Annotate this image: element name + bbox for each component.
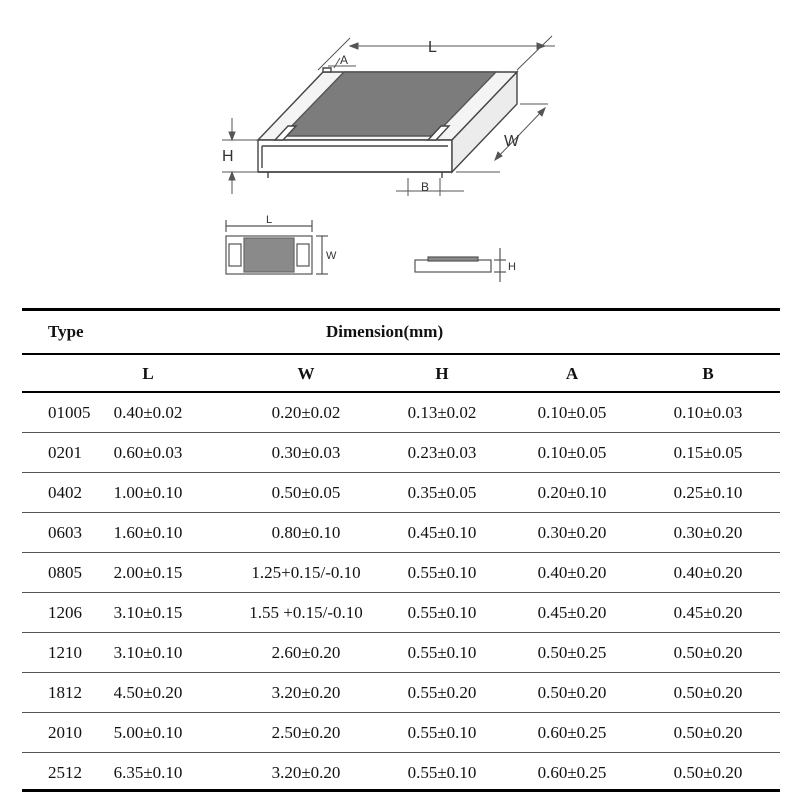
- dimension-group-header: Dimension(mm): [326, 322, 444, 341]
- type-cell: 0805: [48, 563, 82, 582]
- table-bottom-rule: [22, 789, 780, 792]
- type-cell: 2010: [48, 723, 82, 742]
- dim-W-cell: 0.50±0.05: [271, 483, 341, 502]
- dim-W-cell: 3.20±0.20: [271, 683, 341, 702]
- col-A-header: A: [565, 364, 579, 383]
- dimension-B: [396, 178, 464, 196]
- type-cell: 0201: [48, 443, 82, 462]
- dim-H-cell: 0.35±0.05: [407, 483, 477, 502]
- label-small-L: L: [266, 214, 273, 226]
- dim-L-cell: 2.00±0.15: [113, 563, 183, 582]
- type-cell: 01005: [48, 403, 91, 422]
- dim-A-cell: 0.20±0.10: [537, 483, 607, 502]
- table-row: [22, 433, 780, 473]
- type-cell: 1210: [48, 643, 82, 662]
- dim-A-cell: 0.60±0.25: [537, 763, 607, 782]
- dim-B-cell: 0.45±0.20: [673, 603, 743, 622]
- col-H-header: H: [435, 364, 449, 383]
- type-cell: 0603: [48, 523, 82, 542]
- label-small-W: W: [326, 250, 337, 262]
- dim-L-cell: 4.50±0.20: [113, 683, 183, 702]
- dim-A-cell: 0.50±0.20: [537, 683, 607, 702]
- dim-H-cell: 0.55±0.10: [407, 603, 477, 622]
- type-cell: 1812: [48, 683, 82, 702]
- label-side-H: H: [508, 261, 516, 273]
- dim-B-cell: 0.10±0.03: [673, 403, 743, 422]
- dim-W-cell: 2.50±0.20: [271, 723, 341, 742]
- table-top-rule: [22, 308, 780, 311]
- dim-L-cell: 3.10±0.15: [113, 603, 183, 622]
- label-H: H: [222, 148, 234, 165]
- col-L-header: L: [142, 364, 154, 383]
- dim-H-cell: 0.45±0.10: [407, 523, 477, 542]
- dim-W-cell: 0.80±0.10: [271, 523, 341, 542]
- table-row: [22, 753, 780, 793]
- label-B: B: [421, 180, 430, 194]
- dim-B-cell: 0.50±0.20: [673, 763, 743, 782]
- dim-H-cell: 0.55±0.10: [407, 563, 477, 582]
- col-W-header: W: [297, 364, 315, 383]
- dim-B-cell: 0.50±0.20: [673, 643, 743, 662]
- dim-W-cell: 1.25+0.15/-0.10: [251, 563, 361, 582]
- dim-L-cell: 3.10±0.10: [113, 643, 183, 662]
- dim-A-cell: 0.45±0.20: [537, 603, 607, 622]
- dim-B-cell: 0.15±0.05: [673, 443, 743, 462]
- dim-H-cell: 0.13±0.02: [407, 403, 477, 422]
- dim-B-cell: 0.40±0.20: [673, 563, 743, 582]
- dim-A-cell: 0.50±0.25: [537, 643, 607, 662]
- dim-A-cell: 0.10±0.05: [537, 443, 607, 462]
- table-row: [22, 513, 780, 553]
- label-L: L: [428, 39, 437, 56]
- dim-L-cell: 5.00±0.10: [113, 723, 183, 742]
- label-A: A: [340, 53, 349, 67]
- table-header-rule: [22, 353, 780, 355]
- table-row: [22, 633, 780, 673]
- table-row: [22, 473, 780, 513]
- dim-L-cell: 0.60±0.03: [113, 443, 183, 462]
- dim-L-cell: 6.35±0.10: [113, 763, 183, 782]
- dim-H-cell: 0.55±0.10: [407, 763, 477, 782]
- dim-W-cell: 0.30±0.03: [271, 443, 341, 462]
- label-W: W: [504, 133, 520, 150]
- dim-A-cell: 0.30±0.20: [537, 523, 607, 542]
- resistor-drawing-svg: [0, 0, 800, 300]
- table-row: [22, 593, 780, 633]
- dim-H-cell: 0.55±0.20: [407, 683, 477, 702]
- table-row: [22, 393, 780, 433]
- dim-B-cell: 0.30±0.20: [673, 523, 743, 542]
- type-cell: 2512: [48, 763, 82, 782]
- isometric-resistor-body: [258, 68, 517, 178]
- dim-L-cell: 1.00±0.10: [113, 483, 183, 502]
- top-view-resistor: [226, 220, 328, 274]
- dim-L-cell: 1.60±0.10: [113, 523, 183, 542]
- dim-W-cell: 0.20±0.02: [271, 403, 341, 422]
- table-row: [22, 553, 780, 593]
- dim-L-cell: 0.40±0.02: [113, 403, 183, 422]
- dim-B-cell: 0.50±0.20: [673, 723, 743, 742]
- table-row: [22, 673, 780, 713]
- type-header: Type: [48, 322, 84, 341]
- dim-A-cell: 0.60±0.25: [537, 723, 607, 742]
- dim-H-cell: 0.23±0.03: [407, 443, 477, 462]
- dim-A-cell: 0.40±0.20: [537, 563, 607, 582]
- dim-H-cell: 0.55±0.10: [407, 723, 477, 742]
- dim-A-cell: 0.10±0.05: [537, 403, 607, 422]
- dim-B-cell: 0.25±0.10: [673, 483, 743, 502]
- type-cell: 1206: [48, 603, 82, 622]
- dim-B-cell: 0.50±0.20: [673, 683, 743, 702]
- dim-W-cell: 3.20±0.20: [271, 763, 341, 782]
- col-B-header: B: [702, 364, 714, 383]
- type-cell: 0402: [48, 483, 82, 502]
- dim-W-cell: 1.55 +0.15/-0.10: [249, 603, 363, 622]
- table-row: [22, 713, 780, 753]
- resistor-dimension-drawing: [0, 0, 800, 300]
- dim-W-cell: 2.60±0.20: [271, 643, 341, 662]
- side-view-resistor: [415, 248, 506, 282]
- dim-H-cell: 0.55±0.10: [407, 643, 477, 662]
